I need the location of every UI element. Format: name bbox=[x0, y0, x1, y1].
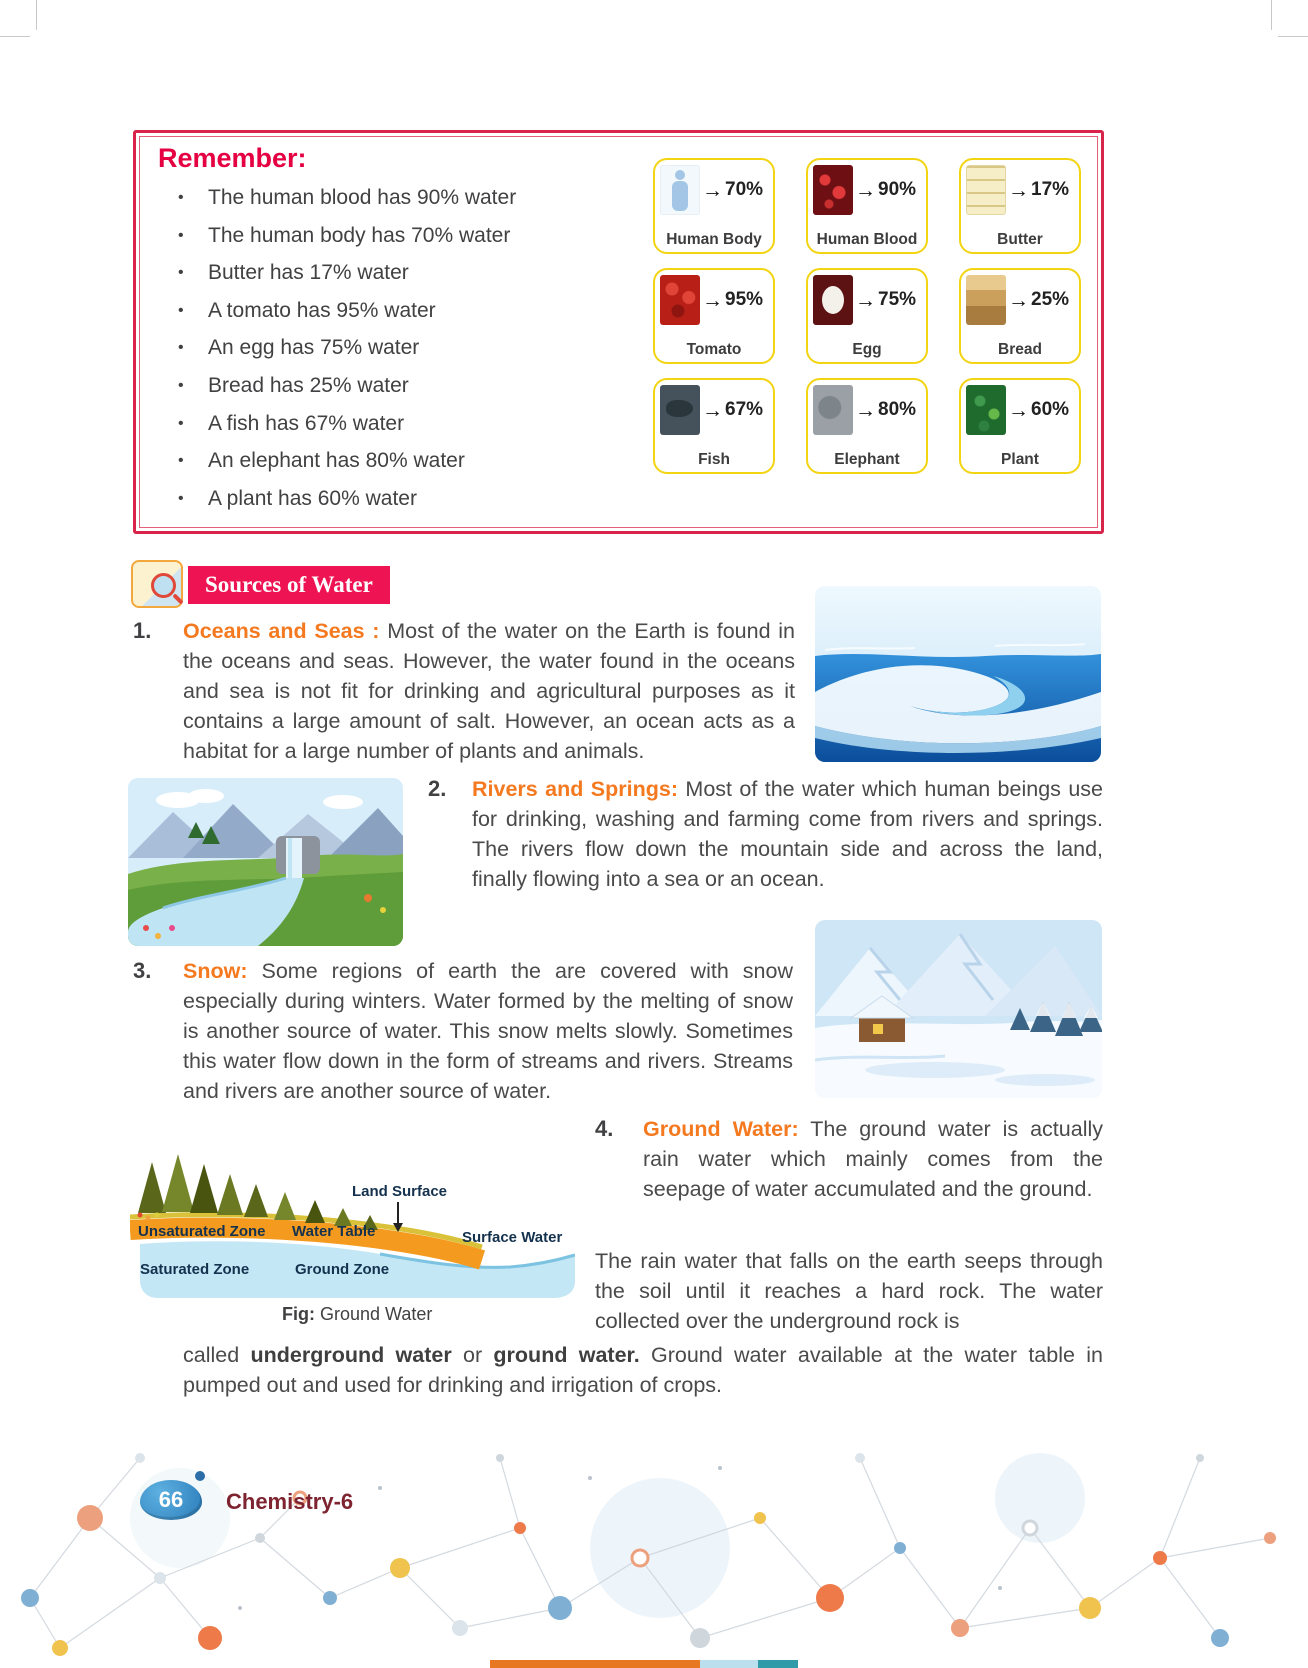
page-number: 66 bbox=[158, 1487, 184, 1512]
arrow-right-icon: → bbox=[855, 288, 876, 312]
ocean-illustration bbox=[815, 586, 1101, 762]
water-content-card bbox=[806, 268, 928, 364]
water-table-label: Water Table bbox=[292, 1223, 376, 1240]
card-percent: 80% bbox=[878, 399, 917, 420]
book-title: Chemistry-6 bbox=[226, 1489, 354, 1514]
card-percent: 60% bbox=[1031, 399, 1070, 420]
card-label: Tomato bbox=[686, 341, 742, 358]
snow-landscape-photo bbox=[815, 920, 1102, 1098]
crop-mark bbox=[36, 0, 37, 30]
ground-water-diagram bbox=[130, 1112, 575, 1302]
text-run: or bbox=[451, 1343, 494, 1367]
item-number: 1. bbox=[133, 618, 152, 643]
crop-mark bbox=[1278, 36, 1308, 37]
tomato-image bbox=[660, 275, 700, 325]
river-illustration bbox=[128, 778, 403, 946]
water-content-card bbox=[959, 158, 1081, 254]
snow-text bbox=[183, 956, 793, 1106]
item-number: 2. bbox=[428, 776, 447, 801]
figure-caption-text: Ground Water bbox=[320, 1304, 433, 1324]
text-run: called bbox=[183, 1343, 251, 1367]
card-percent: 67% bbox=[725, 399, 764, 420]
egg-image bbox=[813, 275, 853, 325]
item-text: The ground water is actually rain water which mainly comes from the seepage of water accumulated and the ground. bbox=[643, 1117, 1103, 1201]
card-percent: 75% bbox=[878, 289, 917, 310]
card-percent: 90% bbox=[878, 179, 917, 200]
remember-bullet: • A fish has 67% water bbox=[166, 405, 596, 443]
item-number: 3. bbox=[133, 958, 152, 983]
crop-mark bbox=[0, 36, 30, 37]
card-label: Butter bbox=[997, 231, 1043, 248]
remember-bullet: • A plant has 60% water bbox=[166, 480, 596, 518]
water-content-card bbox=[959, 268, 1081, 364]
remember-title: Remember: bbox=[158, 143, 307, 173]
remember-bullet: • The human body has 70% water bbox=[166, 217, 596, 255]
underground-water-paragraph bbox=[183, 1340, 1103, 1400]
item-title: Snow: bbox=[183, 959, 248, 983]
arrow-right-icon: → bbox=[702, 288, 723, 312]
arrow-right-icon: → bbox=[1008, 178, 1029, 202]
card-label: Plant bbox=[1001, 451, 1039, 468]
sources-of-water-icon bbox=[131, 560, 183, 608]
rain-water-paragraph: The rain water that falls on the earth seeps through the soil until it reaches a hard rock. The water collected over the underground rock is bbox=[595, 1249, 1103, 1333]
saturated-zone-label: Saturated Zone bbox=[140, 1261, 250, 1278]
unsaturated-zone-label: Unsaturated Zone bbox=[138, 1223, 266, 1240]
arrow-right-icon: → bbox=[702, 398, 723, 422]
oceans-and-seas-text bbox=[183, 616, 795, 766]
arrow-right-icon: → bbox=[702, 178, 723, 202]
arrow-right-icon: → bbox=[1008, 288, 1029, 312]
ground-water-diagram-svg bbox=[130, 1112, 575, 1302]
water-content-card bbox=[653, 158, 775, 254]
card-label: Human Blood bbox=[816, 231, 918, 248]
snow-illustration bbox=[815, 920, 1102, 1098]
water-content-card bbox=[653, 268, 775, 364]
ground-zone-label: Ground Zone bbox=[295, 1261, 390, 1278]
remember-bullet: • An egg has 75% water bbox=[166, 329, 596, 367]
surface-water-label: Surface Water bbox=[462, 1229, 563, 1246]
water-content-card bbox=[806, 158, 928, 254]
remember-bullet: • The human blood has 90% water bbox=[166, 179, 596, 217]
item-text: Most of the water which human beings use for drinking, washing and farming come from rivers and springs. The rivers flow down the mountain side and across the land, finally flowing into a sea or an ocean. bbox=[472, 777, 1103, 891]
human-blood-image bbox=[813, 165, 853, 215]
remember-bullet: • Butter has 17% water bbox=[166, 254, 596, 292]
ground-water-term: ground water. bbox=[493, 1343, 640, 1367]
ground-water-text bbox=[643, 1114, 1103, 1204]
plant-image bbox=[966, 385, 1006, 435]
page-number-badge bbox=[140, 1480, 202, 1520]
remember-bullet-list bbox=[166, 179, 596, 517]
item-number: 4. bbox=[595, 1116, 614, 1141]
crop-mark bbox=[1271, 0, 1272, 30]
butter-image bbox=[966, 165, 1006, 215]
water-content-card bbox=[806, 378, 928, 474]
card-label: Bread bbox=[998, 341, 1042, 358]
elephant-image bbox=[813, 385, 853, 435]
figure-caption bbox=[282, 1304, 432, 1325]
rivers-and-springs-text bbox=[472, 774, 1103, 894]
remember-bullet: • A tomato has 95% water bbox=[166, 292, 596, 330]
bread-image bbox=[966, 275, 1006, 325]
remember-bullet: • Bread has 25% water bbox=[166, 367, 596, 405]
card-percent: 95% bbox=[725, 289, 764, 310]
card-percent: 25% bbox=[1031, 289, 1070, 310]
item-title: Ground Water: bbox=[643, 1117, 799, 1141]
card-label: Egg bbox=[852, 341, 882, 358]
water-content-card bbox=[653, 378, 775, 474]
item-title: Oceans and Seas : bbox=[183, 619, 380, 643]
underground-water-term: underground water bbox=[250, 1343, 452, 1367]
card-label: Fish bbox=[698, 451, 730, 468]
figure-caption-label: Fig: bbox=[282, 1304, 315, 1324]
card-percent: 17% bbox=[1031, 179, 1070, 200]
ocean-photo bbox=[815, 586, 1101, 762]
remember-box bbox=[133, 130, 1104, 534]
item-title: Rivers and Springs: bbox=[472, 777, 678, 801]
human-body-image bbox=[660, 165, 700, 215]
text-run: Ground water available at the water table in pumped out and used for drinking and irrigation of crops. bbox=[183, 1343, 1103, 1397]
item-text: Most of the water on the Earth is found in the oceans and seas. However, the water found in the oceans and sea is not fit for drinking and agricultural purposes as it contains a large amount of salt. However, an ocean acts as a habitat for a large number of plants and animals. bbox=[183, 619, 795, 763]
card-percent: 70% bbox=[725, 179, 764, 200]
fish-image bbox=[660, 385, 700, 435]
land-surface-label: Land Surface bbox=[352, 1183, 448, 1200]
card-label: Human Body bbox=[666, 231, 762, 248]
arrow-right-icon: → bbox=[855, 178, 876, 202]
remember-bullet: • An elephant has 80% water bbox=[166, 442, 596, 480]
river-landscape-illustration bbox=[128, 778, 403, 946]
item-text: Some regions of earth the are covered with snow especially during winters. Water formed by the melting of snow is another source of water. This snow melts slowly. Sometimes this water flow down in the form of streams and rivers. Streams and rivers are another source of water. bbox=[183, 959, 793, 1103]
water-content-card bbox=[959, 378, 1081, 474]
footer-decoration bbox=[0, 1398, 1308, 1668]
sources-of-water-heading: Sources of Water bbox=[188, 566, 390, 604]
arrow-right-icon: → bbox=[855, 398, 876, 422]
card-label: Elephant bbox=[834, 451, 900, 468]
arrow-right-icon: → bbox=[1008, 398, 1029, 422]
